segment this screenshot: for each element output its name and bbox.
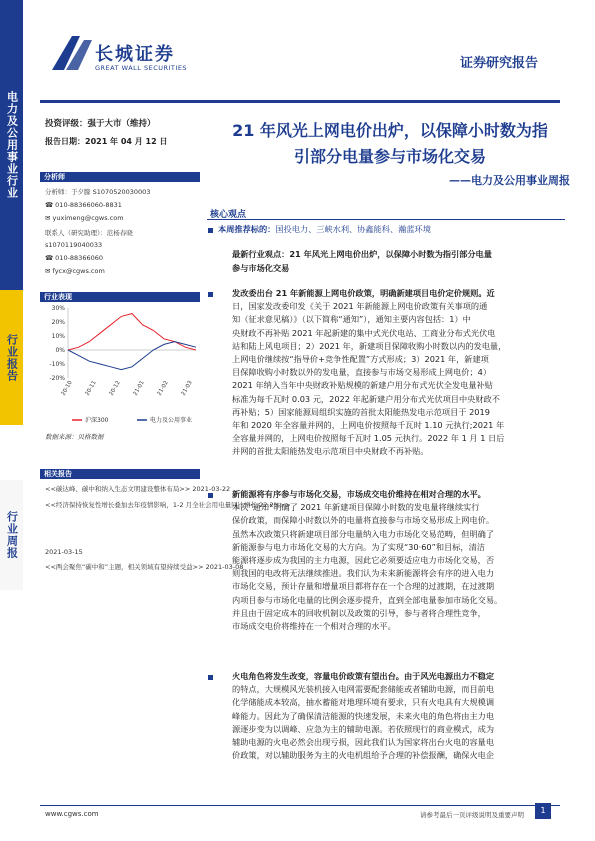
y-tick-label: 0% xyxy=(55,347,65,354)
paragraph-line: 发改委出台 21 年新能源上网电价政策，明确新建项目电价定价规则。近 xyxy=(232,288,495,298)
paragraph-line: 2021 年纳入当年中央财政补贴规模的新建户用分布式光伏全发电量补贴 xyxy=(232,380,493,391)
paragraph-line: 目保障收购小时数以外的发电量，直接参与市场交易形成上网电价；4） xyxy=(232,367,492,378)
side-tab-industry-report: 行业报告 xyxy=(0,290,23,425)
bullet-icon xyxy=(208,493,213,498)
paragraph-line: 年和 2020 年全容量并网的，上网电价按照每千瓦时 1.10 元执行;2021 年 xyxy=(232,420,505,431)
y-tick-label: 20% xyxy=(51,319,65,326)
x-tick-label: 20-11 xyxy=(84,380,98,397)
performance-chart xyxy=(40,300,200,430)
latest-view xyxy=(232,248,492,261)
paragraph-line: 能源将逐步成为我国的主力电源，因此它必须要适应电力市场化交易，否 xyxy=(232,555,495,566)
paragraph-line: 峰能力。因此为了确保清洁能源的快速发展，未来火电的角色将由主力电 xyxy=(232,710,495,721)
paragraph-line: 的特点，大规模风光装机接入电网需要配套储能或者辅助电源，而目前电 xyxy=(232,684,495,695)
paragraph-line: 本次“通知”明确了 2021 年新建项目保障小时数的发电量将继续实行 xyxy=(232,502,480,513)
legend-label: 电力及公用事业 xyxy=(150,417,193,424)
mail-icon: ✉ xyxy=(45,214,53,222)
x-tick-label: 20-12 xyxy=(108,380,122,397)
report-title-line-1: 21 年风光上网电价出炉，以保障小时数为指 xyxy=(232,121,548,140)
x-tick-label: 21-01 xyxy=(132,380,146,397)
contact-phone xyxy=(45,254,103,262)
paragraph-line: 全容量并网的，上网电价按照每千瓦时 1.05 元执行。2022 年 1 月 1 日后 xyxy=(232,433,505,444)
logo-english-name: GREAT WALL SECURITIES xyxy=(95,64,188,72)
paragraph-line: 新能源将有序参与市场化交易，市场成交电价维持在相对合理的水平。 xyxy=(232,489,486,499)
paragraph-line: 站和陆上风电项目；2）2021 年，新建项目保障收购小时数以内的发电量， xyxy=(232,340,507,351)
series-line-0 xyxy=(68,314,196,350)
paragraph-line: 日，国家发改委印发《关于 2021 年新能源上网电价政策有关事项的通 xyxy=(232,301,488,312)
y-tick-label: 10% xyxy=(51,333,65,340)
paragraph-line: 火电角色将发生改变，容量电价政策有望出台。由于风光电源出力不稳定 xyxy=(232,671,495,681)
related-report-item[interactable]: <<经济保持恢复性增长叠加去年疫情影响，1-2 月全社会用电量同比增长 22.2%>> xyxy=(45,501,291,509)
x-tick-label: 20-10 xyxy=(60,380,74,397)
latest-view-text: 21 年风光上网电价出炉，以保障小时数为指引部分电量 xyxy=(289,249,492,259)
side-tab-weekly: 行业周报 xyxy=(0,480,23,590)
performance-section-header: 行业表现 xyxy=(40,292,200,302)
footer-url[interactable]: www.cgws.com xyxy=(45,810,99,818)
paragraph-line: 标准为每千瓦时 0.03 元，2022 年起新建户用分布式光伏项目中央财政不 xyxy=(232,393,500,404)
header-divider xyxy=(40,100,560,103)
paragraph-line: 央财政不再补贴 2021 年起新建的集中式光伏电站、工商业分布式光伏电 xyxy=(232,327,496,338)
data-source: 数据来源：贝格数据 xyxy=(45,433,104,441)
phone-icon: ☎ xyxy=(45,254,56,262)
contact-email-value[interactable]: fycx@cgws.com xyxy=(52,267,105,275)
paragraph-line: 化学储能成本较高，抽水蓄能对地理环境有要求，只有火电具有大规模调 xyxy=(232,697,495,708)
related-report-item[interactable]: <<碳达峰、碳中和纳入生态文明建设整体布局>> 2021-03-22 xyxy=(45,485,231,493)
x-tick-label: 21-03 xyxy=(180,380,194,397)
latest-view-text-2: 参与市场化交易 xyxy=(232,263,290,273)
bullet-icon xyxy=(208,228,213,233)
mail-icon: ✉ xyxy=(45,267,53,275)
analyst-phone xyxy=(45,201,122,209)
contact-name: 联系人（研究助理）：范杨春晓 xyxy=(45,229,133,237)
footer-disclaimer: 请参考最后一页评级说明及重要声明 xyxy=(420,811,524,819)
paragraph-market-trading xyxy=(232,488,502,633)
legend-label: 沪深300 xyxy=(85,417,109,424)
bullet-icon xyxy=(208,675,213,680)
related-section-header: 相关报告 xyxy=(40,469,200,479)
recommended-picks xyxy=(218,223,431,236)
picks-list: 国投电力、三峡水利、协鑫能科、瀚蓝环境 xyxy=(275,224,431,234)
phone-icon: ☎ xyxy=(45,201,56,209)
contact-phone-value: 010-88366060 xyxy=(55,254,104,262)
analyst-email xyxy=(45,214,124,222)
picks-label: 本周推荐标的： xyxy=(218,224,276,234)
paragraph-line: 市场化交易，预计存量和增量项目都将存在一个合理的过渡期，在过渡期 xyxy=(232,581,495,592)
paragraph-line: 并且由于固定成本的回收机制以及政策的引导，参与者将合理性竞争， xyxy=(232,607,486,618)
paragraph-line: 内项目参与市场化电量的比例会逐步提升，直到全部电量参加市场化交易。 xyxy=(232,594,503,605)
contact-id: s1070119040033 xyxy=(45,241,103,249)
analyst-section-header: 分析师 xyxy=(40,172,200,182)
logo-name: 长城证券 xyxy=(95,44,175,65)
investment-rating: 投资评级：强于大市（维持） xyxy=(45,119,156,129)
related-report-item[interactable]: <<两会聚焦“碳中和”主题，相关领域有望持续受益>> 2021-03-08 xyxy=(45,563,244,571)
latest-view-label: 最新行业观点： xyxy=(232,249,290,259)
paragraph-line: 辅助电源的火电必然会出现亏损，因此我们认为国家将出台火电的容量电 xyxy=(232,737,495,748)
core-view-rule xyxy=(207,207,565,220)
report-subtitle: ——电力及公用事业周报 xyxy=(449,174,570,187)
paragraph-line: 知（征求意见稿）》（以下简称“通知”），通知主要内容包括：1）中 xyxy=(232,314,471,325)
page-number: 1 xyxy=(535,803,551,819)
paragraph-line: 市场成交电价将维持在一个相对合理的水平。 xyxy=(232,621,396,632)
analyst-name: 分析师：于夕朦 S1070520030003 xyxy=(45,188,151,196)
paragraph-line: 再补贴；5）国家能源局组织实施的首批太阳能热发电示范项目于 2019 xyxy=(232,406,490,417)
core-view-header: 核心观点 xyxy=(210,210,247,220)
report-date: 报告日期：2021 年 04 月 12 日 xyxy=(45,137,168,146)
report-type-title: 证券研究报告 xyxy=(460,56,539,71)
paragraph-line: 源逐步变为以调峰、应急为主的辅助电源。若依照现行的商业模式，成为 xyxy=(232,723,495,734)
report-title-line-2: 引部分电量参与市场化交易 xyxy=(293,147,486,166)
side-tab-industry: 电力及公用事业行业 xyxy=(0,0,23,290)
analyst-email-value[interactable]: yuximeng@cgws.com xyxy=(52,214,124,222)
y-tick-label: 30% xyxy=(51,305,65,312)
contact-email xyxy=(45,267,105,275)
paragraph-line: 并网的首批太阳能热发电示范项目中央财政不再补贴。 xyxy=(232,446,429,457)
x-tick-label: 21-02 xyxy=(156,380,170,397)
paragraph-thermal-power xyxy=(232,670,494,762)
footer-divider xyxy=(40,805,560,806)
paragraph-electricity-price xyxy=(232,287,506,459)
y-tick-label: -20% xyxy=(49,375,65,382)
paragraph-line: 则我国的电改将无法继续推进。我们认为未来新能源将会有序的进入电力 xyxy=(232,568,495,579)
paragraph-line: 保价政策，而保障小时数以外的电量将直接参与市场交易形成上网电价。 xyxy=(232,515,495,526)
series-line-1 xyxy=(68,342,196,370)
related-report-date: 2021-03-15 xyxy=(45,548,83,556)
paragraph-line: 上网电价继续按“指导价+竞争性配置”方式形成；3）2021 年，新建项 xyxy=(232,354,489,365)
paragraph-line: 价政策，对以辅助服务为主的火电机组给予合理的补偿报酬，确保火电企 xyxy=(232,750,495,761)
paragraph-line: 虽然本次政策只将新建项目部分电量纳入电力市场化交易范畴，但明确了 xyxy=(232,528,495,539)
y-tick-label: -10% xyxy=(49,361,65,368)
side-band xyxy=(0,0,23,841)
bullet-icon xyxy=(208,292,213,297)
analyst-phone-value: 010-88366060-8831 xyxy=(55,201,122,209)
paragraph-line: 新能源参与电力市场化交易的大方向。为了实现“30·60”和目标，清洁 xyxy=(232,541,485,552)
